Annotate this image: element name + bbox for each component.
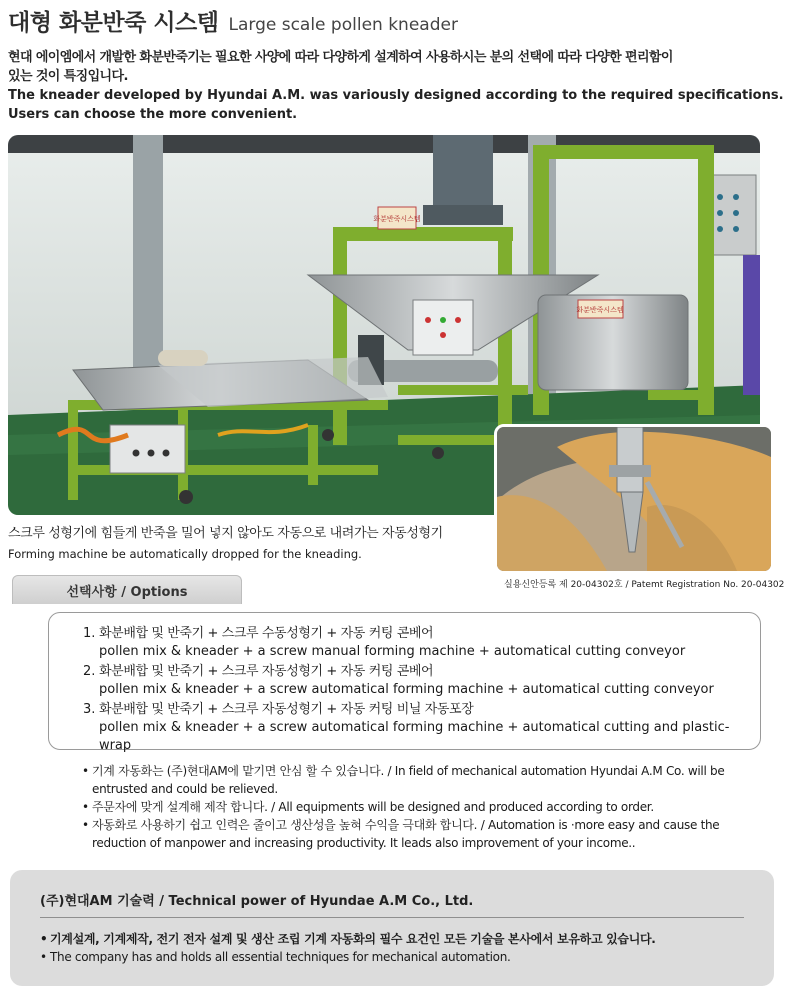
tech-power-box	[10, 870, 774, 986]
tech-line-en: • The company has and holds all essential techniques for mechanical automation.	[40, 948, 744, 966]
option-number: 3.	[83, 702, 96, 717]
intro-ko-line2: 있는 것이 특징입니다.	[8, 69, 128, 84]
option-ko: 화분배합 및 반죽기 + 스크루 수동성형기 + 자동 커팅 콘베어	[99, 626, 434, 641]
photo-caption	[8, 524, 443, 564]
page-title	[8, 4, 458, 37]
bullet-item: • 자동화로 사용하기 쉽고 인력은 줄이고 생산성을 높혀 수익을 극대화 합니다. / Automation is ·more easy and cause the reduction of manpower and increasing productivity. It leads also improvement of your income..	[82, 816, 772, 852]
option-en: pollen mix & kneader + a screw manual forming machine + automatical cutting conveyor	[99, 644, 686, 659]
option-en: pollen mix & kneader + a screw automatical forming machine + automatical cutting and plastic-wrap	[98, 720, 730, 753]
bullet-item: • 주문자에 맞게 설계해 제작 합니다. / All equipments will be designed and produced according to order.	[82, 798, 772, 816]
option-ko: 화분배합 및 반죽기 + 스크루 자동성형기 + 자동 커팅 콘베어	[99, 664, 434, 679]
intro-en-line2: Users can choose the more convenient.	[8, 107, 298, 122]
option-number: 1.	[83, 626, 96, 641]
machine-sign-left: 화분반죽시스템	[373, 215, 421, 223]
option-en: pollen mix & kneader + a screw automatical forming machine + automatical cutting conveyor	[99, 682, 714, 697]
machine-sign-right: 화분반죽시스템	[576, 306, 624, 314]
tech-line-ko: • 기계설계, 기계제작, 전기 전자 설계 및 생산 조립 기계 자동화의 필수 요건인 모든 기술을 본사에서 보유하고 있습니다.	[40, 930, 744, 948]
option-item-3	[83, 701, 760, 755]
page-title-en: Large scale pollen kneader	[228, 15, 458, 35]
options-tab: 선택사항 / Options	[12, 575, 242, 604]
patent-text: 실용신안등록 제 20-04302호 / Patemt Registration No. 20-04302	[504, 580, 785, 590]
option-item-1	[83, 625, 760, 661]
inset-photo	[494, 424, 774, 574]
tech-list	[40, 930, 744, 966]
intro-en-line1: The kneader developed by Hyundai A.M. was variously designed according to the required specifications.	[8, 88, 784, 103]
options-box	[48, 612, 761, 753]
kneading-closeup-illustration	[497, 427, 771, 571]
page-title-ko: 대형 화분반죽 시스템	[8, 10, 219, 36]
intro-ko-line1: 현대 에이엠에서 개발한 화분반죽기는 필요한 사양에 따라 다양하게 설계하여 사용하시는 분의 선택에 따라 다양한 편리함이	[8, 50, 673, 65]
option-number: 2.	[83, 664, 96, 679]
tech-title: (주)현대AM 기술력 / Technical power of Hyundae A.M Co., Ltd.	[40, 890, 744, 918]
option-ko: 화분배합 및 반죽기 + 스크루 자동성형기 + 자동 커팅 비닐 자동포장	[98, 702, 474, 717]
caption-en: Forming machine be automatically dropped for the kneading.	[8, 547, 362, 561]
bullet-item: • 기계 자동화는 (주)현대AM에 맡기면 안심 할 수 있습니다. / In field of mechanical automation Hyundai A.M Co. will be entrusted and could be relieved.	[82, 762, 772, 798]
caption-ko: 스크루 성형기에 힘들게 반죽을 밀어 넣지 않아도 자동으로 내려가는 자동성형기	[8, 526, 443, 541]
intro-text	[8, 48, 798, 124]
feature-bullets	[82, 762, 772, 852]
option-item-2	[83, 663, 760, 699]
